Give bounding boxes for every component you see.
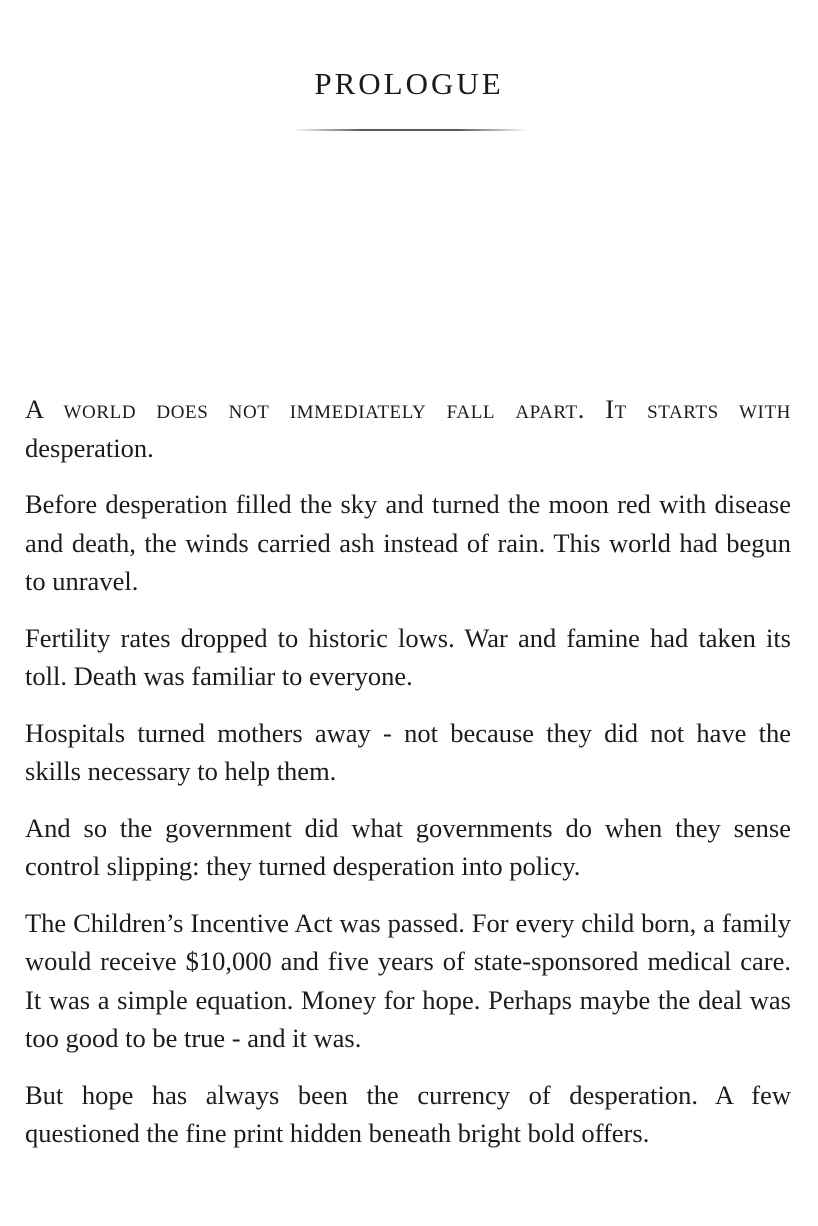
opening-small-caps: A world does not immediately fall apart. It starts with xyxy=(25,394,791,424)
paragraph-7: But hope has always been the currency of desperation. A few questioned the fine print hidden beneath bright bold offers. xyxy=(25,1079,791,1148)
paragraph-5: And so the government did what governments do when they sense control slipping: they turned desperation into policy. xyxy=(25,812,791,881)
paragraph-3: Fertility rates dropped to historic lows. War and famine had taken its toll. Death was familiar to everyone. xyxy=(25,622,791,691)
paragraph-6: The Children’s Incentive Act was passed. For every child born, a family would receive $10,000 and five years of state-sponsored medical care. It was a simple equation. Money for hope. Perhaps maybe the deal was too good to be true - and it was. xyxy=(25,907,791,1053)
paragraph-1 xyxy=(25,390,791,467)
paragraph-1-text: desperation. xyxy=(25,432,154,463)
chapter-body xyxy=(25,390,791,1171)
chapter-title: PROLOGUE xyxy=(314,66,504,101)
title-divider xyxy=(292,129,528,131)
paragraph-2: Before desperation filled the sky and turned the moon red with disease and death, the winds carried ash instead of rain. This world had begun to unravel. xyxy=(25,489,791,596)
paragraph-4: Hospitals turned mothers away - not because they did not have the skills necessary to help them. xyxy=(25,717,791,786)
